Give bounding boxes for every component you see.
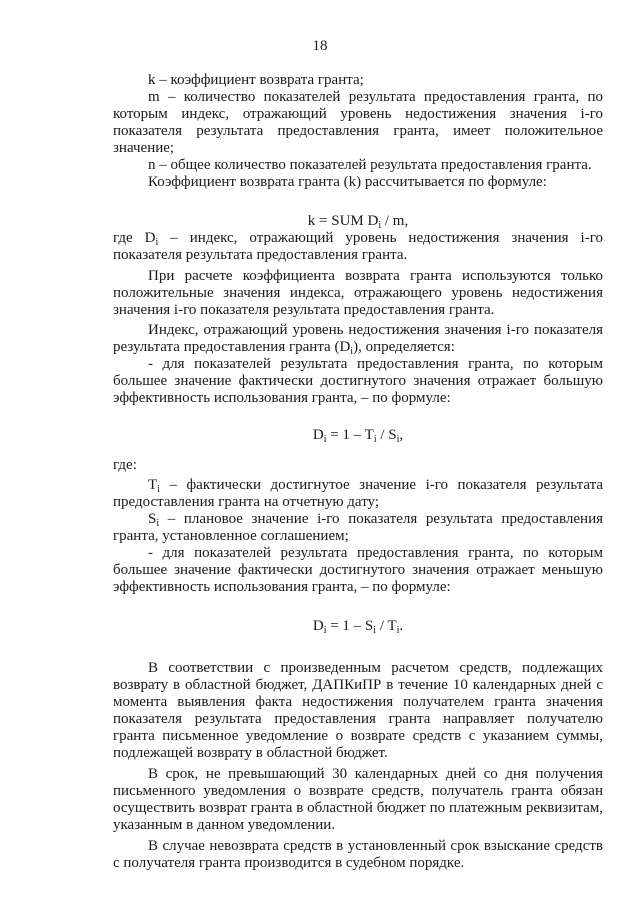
document-body	[113, 72, 603, 872]
formula-k: k = SUM $D_i$ / m,	[307, 213, 409, 231]
k-formula-intro: Коэффициент возврата гранта (k) рассчитывается по формуле:	[148, 174, 547, 190]
definition-k: k – коэффициент возврата гранта;	[148, 72, 364, 88]
page-number: 18	[312, 38, 328, 54]
where-d-definition: где $D_i$ – индекс, отражающий уровень недостижения значения i-го показателя результата предоставления гранта.	[113, 230, 603, 263]
case-larger-better: - для показателей результата предоставления гранта, по которым большее значение фактически достигнутого значения отражает большую эффективность использования гранта, – по формуле:	[113, 356, 603, 406]
formula-d-smaller: $D_i = 1 - S_i / T_i$.	[312, 618, 404, 636]
s-definition: $S_i$ – плановое значение i-го показателя результата предоставления гранта, установленное соглашением;	[113, 511, 603, 544]
formula-d-larger: $D_i = 1 - T_i / S_i$,	[312, 427, 404, 445]
index-definition: Индекс, отражающий уровень недостижения значения i-го показателя результата предоставления гранта $(D_i)$, определяется:	[113, 322, 603, 357]
definition-n: n – общее количество показателей результата предоставления гранта.	[148, 157, 592, 173]
t-definition: $T_i$ – фактически достигнутое значение i-го показателя результата предоставления гранта на отчетную дату;	[113, 477, 603, 510]
refund-deadline-paragraph: В срок, не превышающий 30 календарных дней со дня получения письменного уведомления о возврате средств, получатель гранта обязан осуществить возврат гранта в областной бюджет по платежным реквизитам, указанным в данном уведомлении.	[113, 766, 603, 833]
court-recovery-paragraph: В случае невозврата средств в установленный срок взыскание средств с получателя гранта производится в судебном порядке.	[113, 838, 603, 871]
case-smaller-better: - для показателей результата предоставления гранта, по которым большее значение фактически достигнутого значения отражает меньшую эффективность использования гранта, – по формуле:	[113, 545, 603, 595]
where-label: где:	[113, 457, 137, 473]
positive-values-note: При расчете коэффициента возврата гранта используются только положительные значения индекса, отражающего уровень недостижения значения i-го показателя результата предоставления гранта.	[113, 268, 603, 318]
refund-notice-paragraph: В соответствии с произведенным расчетом средств, подлежащих возврату в областной бюджет, ДАПКиПР в течение 10 календарных дней с момента выявления факта недостижения получателем гранта значения показателя результата предоставления гранта направляет получателю гранта письменное уведомление о возврате средств с указанием суммы, подлежащей возврату в областной бюджет.	[113, 660, 603, 761]
definition-m: m – количество показателей результата предоставления гранта, по которым индекс, отражающий уровень недостижения значения i-го показателя результата предоставления гранта, имеет положительное значение;	[113, 89, 603, 156]
